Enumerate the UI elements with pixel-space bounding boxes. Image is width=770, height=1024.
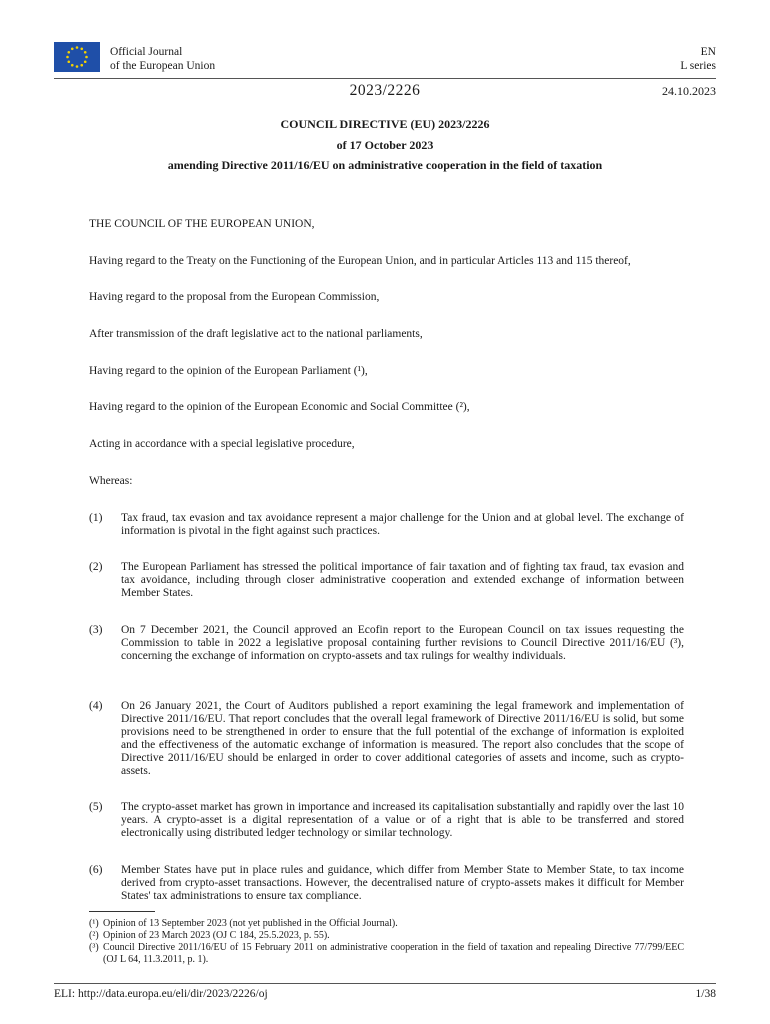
flag-star [80,47,83,50]
footer-rule [54,983,716,984]
flag-star [67,51,70,54]
whereas-heading: Whereas: [89,475,133,487]
footnote-number: (²) [89,930,99,941]
flag-star [76,46,79,49]
footnote [89,930,684,942]
citation-parliament: Having regard to the opinion of the European Parliament (¹), [89,365,368,377]
recital [89,700,684,778]
citation-transmission: After transmission of the draft legislative act to the national parliaments, [89,328,423,340]
journal-name [110,45,215,73]
flag-star [84,60,87,63]
journal-name-line2: of the European Union [110,60,216,72]
citation-proposal: Having regard to the proposal from the European Commission, [89,291,380,303]
language-series [680,45,716,73]
footnote-rule [89,911,155,912]
recital-number: (1) [89,512,103,524]
recital-number: (3) [89,624,103,636]
journal-header [54,42,716,78]
recital-text: On 26 January 2021, the Court of Auditors published a report examining the legal framework and implementation of Directive 2011/16/EU. That report concludes that the overall legal framework of Directive 2011/16/EU is solid, but some provisions need to be strengthened in order to ensure that the full potential of the exchange of information is exploited and the effectiveness of the automatic exchange of information is measured. The report also concludes that the scope of Directive 2011/16/EU should be enlarged in order to cover additional categories of assets and income, such as crypto-assets. [121,700,684,777]
recital-number: (2) [89,561,103,573]
footnote-text: Council Directive 2011/16/EU of 15 February 2011 on administrative cooperation in the field of taxation and repealing Directive 77/799/EEC (OJ L 64, 11.3.2011, p. 1). [103,942,684,965]
flag-star [67,60,70,63]
recital [89,864,684,903]
flag-star [80,64,83,67]
flag-star [71,47,74,50]
footnote-number: (³) [89,942,99,953]
recital-text: Member States have put in place rules and guidance, which differ from Member State to Member State, to tax income derived from crypto-asset transactions. However, the decentralised nature of crypto-assets makes it difficult for Member States' tax administrations to ensure tax compliance. [121,864,684,902]
publication-date: 24.10.2023 [662,84,716,98]
recital-text: On 7 December 2021, the Council approved an Ecofin report to the European Council on tax issues requesting the Commission to table in 2022 a legislative proposal containing further revisions to Council Directive 2011/16/EU (³), concerning the exchange of information on crypto-assets and tax rulings for wealthy individuals. [121,624,684,662]
directive-date: of 17 October 2023 [336,138,434,152]
recital [89,801,684,840]
citation-procedure: Acting in accordance with a special legislative procedure, [89,438,355,450]
page-number: 1/38 [695,988,716,1000]
flag-star [66,56,69,59]
footnote [89,918,684,930]
flag-star [76,65,79,68]
recital-number: (6) [89,864,103,876]
eli-link[interactable]: ELI: http://data.europa.eu/eli/dir/2023/2226/oj [54,988,268,1000]
footnote-text: Opinion of 13 September 2023 (not yet published in the Official Journal). [103,918,398,929]
citation-eesc: Having regard to the opinion of the European Economic and Social Committee (²), [89,401,470,413]
footnote-number: (¹) [89,918,99,929]
document-number: 2023/2226 [349,82,421,99]
recital-number: (4) [89,700,103,712]
language-code: EN [700,46,716,58]
header-rule [54,78,716,79]
series-label: L series [680,60,716,72]
footnote [89,942,684,966]
flag-star [71,64,74,67]
recital-number: (5) [89,801,103,813]
journal-name-line1: Official Journal [110,46,183,58]
recital-text: The European Parliament has stressed the political importance of fair taxation and of fighting tax fraud, tax evasion and tax avoidance, including through closer administrative cooperation and extended exchange of information between Member States. [121,561,684,599]
eu-flag-icon [54,42,100,72]
directive-subject: amending Directive 2011/16/EU on administrative cooperation in the field of taxation [167,158,603,172]
recital [89,624,684,663]
directive-title: COUNCIL DIRECTIVE (EU) 2023/2226 [280,117,490,131]
flag-star [85,56,88,59]
council-heading: THE COUNCIL OF THE EUROPEAN UNION, [89,218,315,230]
citation-treaty: Having regard to the Treaty on the Functioning of the European Union, and in particular Articles 113 and 115 thereof, [89,255,631,267]
recital [89,561,684,600]
recital [89,512,684,538]
recital-text: The crypto-asset market has grown in importance and increased its capitalisation substantially and rapidly over the last 10 years. A crypto-asset is a digital representation of a value or of a right that is able to be transferred and stored electronically using distributed ledger technology or similar technology. [121,801,684,839]
recital-text: Tax fraud, tax evasion and tax avoidance represent a major challenge for the Union and at global level. The exchange of information is pivotal in the fight against such practices. [121,512,684,537]
footnote-text: Opinion of 23 March 2023 (OJ C 184, 25.5.2023, p. 55). [103,930,330,941]
flag-star [84,51,87,54]
